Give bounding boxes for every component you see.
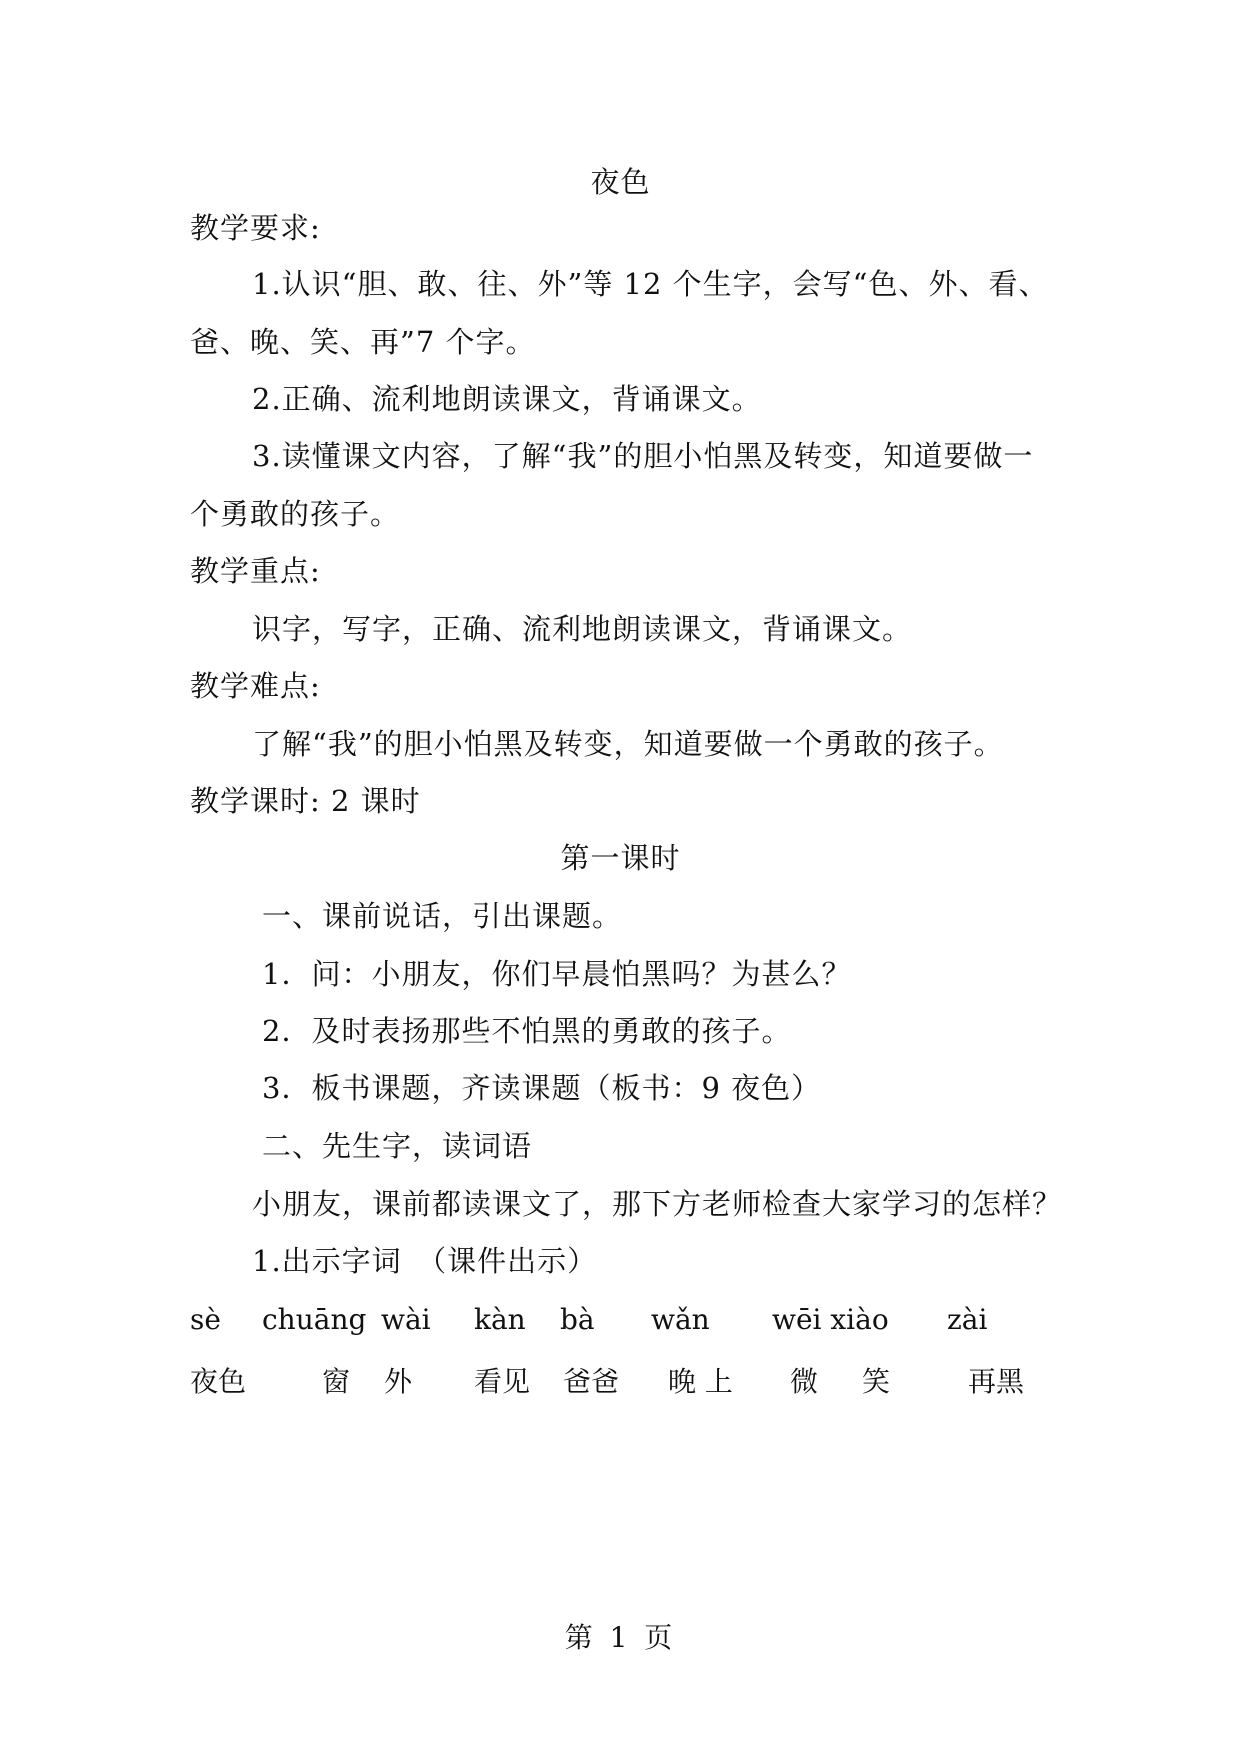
difficulties-heading: 教学难点: — [190, 669, 321, 703]
difficulties-text: 了解“我”的胆小怕黑及转变，知道要做一个勇敢的孩子。 — [252, 727, 1004, 761]
word-item: 微 — [790, 1365, 819, 1398]
show-words-label: 1.出示字词 （课件出示） — [252, 1244, 598, 1278]
pinyin-row — [190, 1302, 1090, 1342]
page-number: 第 1 页 — [564, 1621, 677, 1654]
step-1: 1．问：小朋友，你们早晨怕黑吗？为甚么？ — [262, 957, 852, 991]
key-points-text: 识字，写字，正确、流利地朗读课文，背诵课文。 — [252, 612, 913, 646]
requirement-item-3-line-2: 个勇敢的孩子。 — [190, 497, 401, 531]
step-2: 2．及时表扬那些不怕黑的勇敢的孩子。 — [262, 1014, 792, 1048]
key-points-heading: 教学重点: — [190, 554, 321, 588]
word-item: 看见 — [474, 1365, 531, 1398]
requirement-item-3-line-1: 3.读懂课文内容，了解“我”的胆小怕黑及转变，知道要做一 — [252, 439, 1034, 473]
word-item: 再黑 — [968, 1365, 1025, 1398]
pinyin-item: wēi xiào — [772, 1303, 889, 1336]
section-2-heading: 二、先生字，读词语 — [262, 1129, 533, 1163]
requirements-heading: 教学要求: — [190, 211, 321, 245]
word-item: 晚 上 — [668, 1365, 733, 1398]
pinyin-item: chuāng — [262, 1303, 367, 1336]
pinyin-item: kàn — [474, 1303, 526, 1336]
word-item: 外 — [384, 1365, 413, 1398]
section-1-heading: 一、课前说话，引出课题。 — [262, 899, 623, 933]
word-item: 窗 — [322, 1365, 351, 1398]
word-item: 爸爸 — [563, 1365, 620, 1398]
requirement-item-1-line-2: 爸、晚、笑、再”7 个字。 — [190, 325, 536, 359]
pinyin-item: sè — [190, 1303, 221, 1336]
pinyin-item: zài — [947, 1303, 988, 1336]
section-2-intro: 小朋友，课前都读课文了，那下方老师检查大家学习的怎样？ — [252, 1187, 1063, 1221]
page-title: 夜色 — [590, 165, 651, 199]
requirement-item-2: 2.正确、流利地朗读课文，背诵课文。 — [252, 382, 762, 416]
pinyin-item: bà — [560, 1303, 595, 1336]
step-3: 3．板书课题，齐读课题（板书：9 夜色） — [262, 1071, 822, 1105]
word-item: 夜色 — [190, 1365, 247, 1398]
words-row — [190, 1364, 1090, 1404]
pinyin-item: wài — [381, 1303, 431, 1336]
pinyin-item: wǎn — [651, 1303, 710, 1336]
class-hours: 教学课时: 2 课时 — [190, 784, 421, 818]
requirement-item-1-line-1: 1.认识“胆、敢、往、外”等 12 个生字，会写“色、外、看、 — [252, 267, 1049, 301]
lesson-1-title: 第一课时 — [560, 841, 681, 875]
word-item: 笑 — [862, 1365, 891, 1398]
